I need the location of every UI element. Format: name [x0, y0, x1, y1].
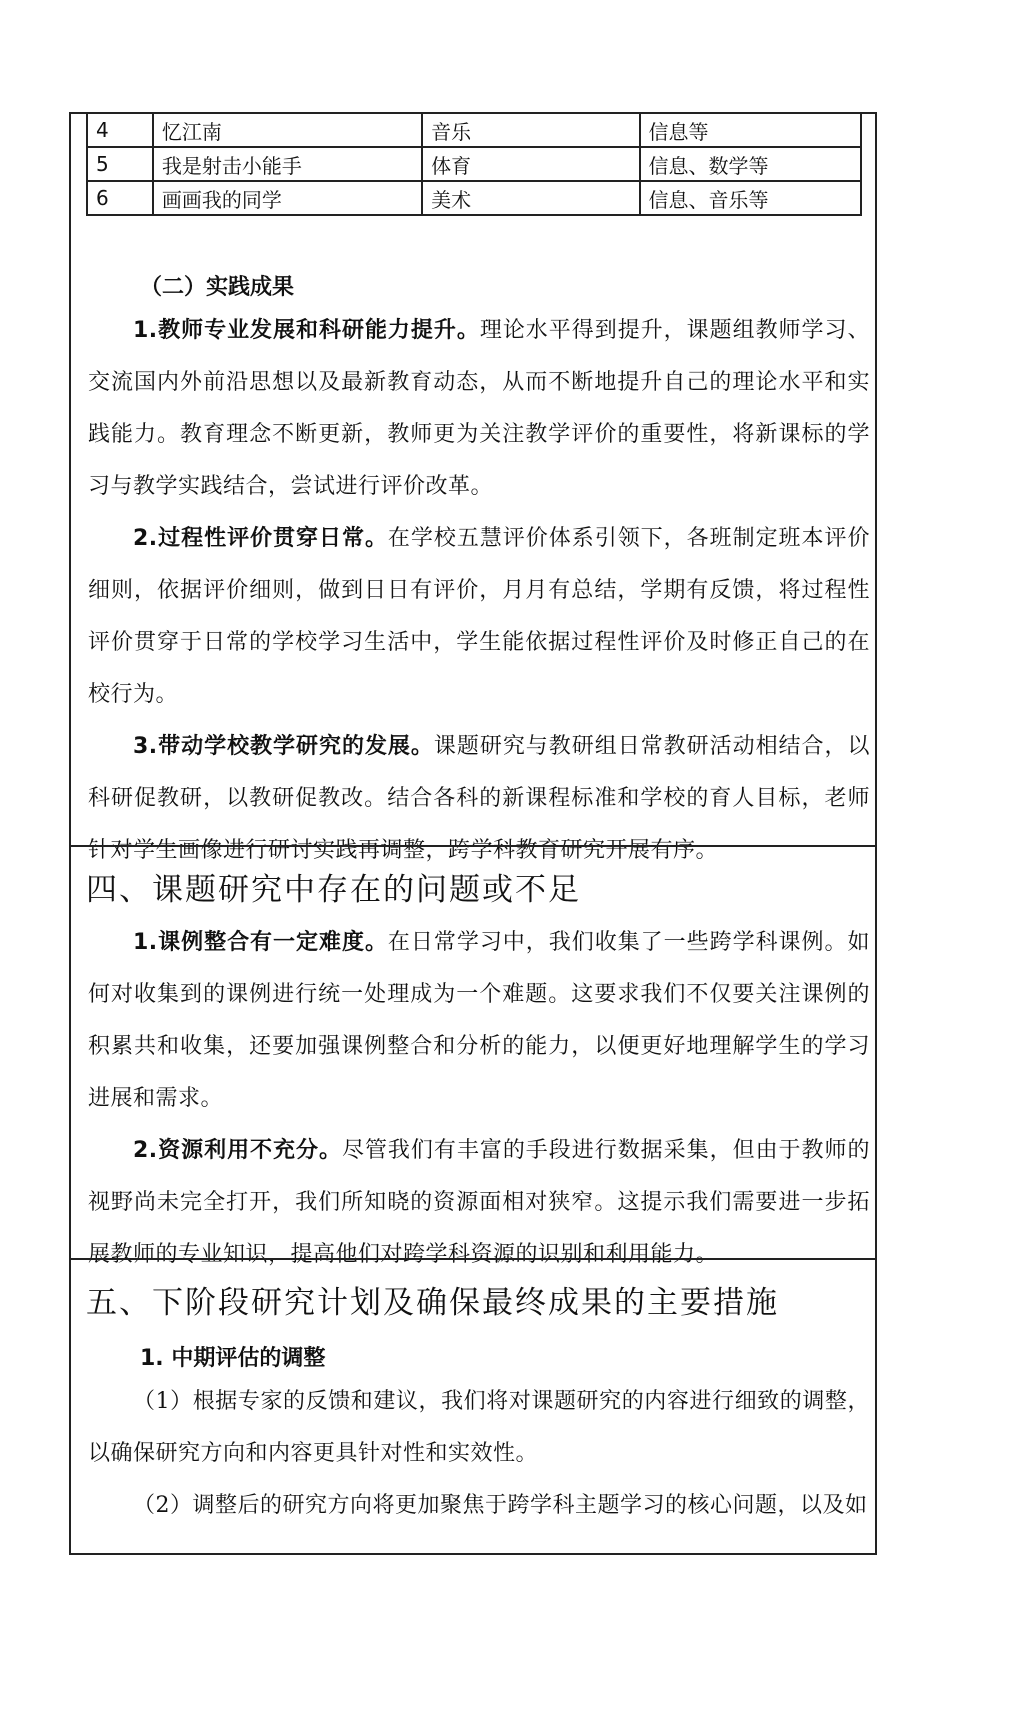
table-cell: 6: [87, 181, 153, 215]
paragraph: [88, 721, 870, 877]
paragraph-body: 在日常学习中，我们收集了一些跨学科课例。如何对收集到的课例进行统一处理成为一个难题。这要求我们不仅要关注课例的积累共和收集，还要加强课例整合和分析的能力，以便更好地理解学生的学习进展和需求。: [88, 930, 870, 1111]
paragraph: [88, 513, 870, 721]
table-row: [87, 147, 861, 181]
section5-title: 五、下阶段研究计划及确保最终成果的主要措施: [86, 1285, 779, 1321]
practice-heading: （二）实践成果: [140, 275, 295, 300]
table-cell: 信息、音乐等: [640, 181, 861, 215]
table-row: [87, 181, 861, 215]
paragraph: [88, 917, 870, 1125]
paragraph-body: 尽管我们有丰富的手段进行数据采集，但由于教师的视野尚未完全打开，我们所知晓的资源面相对狭窄。这提示我们需要进一步拓展教师的专业知识，提高他们对跨学科资源的识别和利用能力。: [88, 1138, 870, 1267]
section4-title: 四、课题研究中存在的问题或不足: [86, 872, 581, 908]
paragraph: [88, 305, 870, 513]
section-divider: [69, 845, 877, 847]
paragraph: （2）调整后的研究方向将更加聚焦于跨学科主题学习的核心问题，以及如: [133, 1493, 868, 1518]
paragraph-body: 课题研究与教研组日常教研活动相结合，以科研促教研，以教研促教改。结合各科的新课程标准和学校的育人目标，老师针对学生画像进行研讨实践再调整，跨学科教育研究开展有序。: [88, 734, 870, 863]
table-cell: 5: [87, 147, 153, 181]
section-divider: [69, 1258, 877, 1260]
table-cell: 忆江南: [153, 113, 422, 147]
paragraph-lead: 1.教师专业发展和科研能力提升。: [133, 318, 480, 343]
table-cell: 信息等: [640, 113, 861, 147]
table-row: [87, 113, 861, 147]
section5-subheading: 1. 中期评估的调整: [140, 1346, 326, 1371]
practice-body: [88, 305, 870, 877]
course-table: [86, 112, 862, 216]
section4-body: [88, 917, 870, 1281]
table-cell: 体育: [422, 147, 639, 181]
table-cell: 信息、数学等: [640, 147, 861, 181]
table-cell: 4: [87, 113, 153, 147]
paragraph-lead: 3.带动学校教学研究的发展。: [133, 734, 434, 759]
paragraph-body: 理论水平得到提升，课题组教师学习、交流国内外前沿思想以及最新教育动态，从而不断地提升自己的理论水平和实践能力。教育理念不断更新，教师更为关注教学评价的重要性，将新课标的学习与教学实践结合，尝试进行评价改革。: [88, 318, 870, 499]
paragraph: （1）根据专家的反馈和建议，我们将对课题研究的内容进行细致的调整，以确保研究方向和内容更具针对性和实效性。: [88, 1389, 870, 1466]
section5-body: [88, 1376, 870, 1532]
paragraph-lead: 2.过程性评价贯穿日常。: [133, 526, 388, 551]
table-cell: 画画我的同学: [153, 181, 422, 215]
table-cell: 音乐: [422, 113, 639, 147]
table-cell: 我是射击小能手: [153, 147, 422, 181]
paragraph-lead: 1.课例整合有一定难度。: [133, 930, 388, 955]
paragraph-body: 在学校五慧评价体系引领下，各班制定班本评价细则，依据评价细则，做到日日有评价，月月有总结，学期有反馈，将过程性评价贯穿于日常的学校学习生活中，学生能依据过程性评价及时修正自己的在校行为。: [88, 526, 870, 707]
table-cell: 美术: [422, 181, 639, 215]
paragraph-lead: 2.资源利用不充分。: [133, 1138, 342, 1163]
